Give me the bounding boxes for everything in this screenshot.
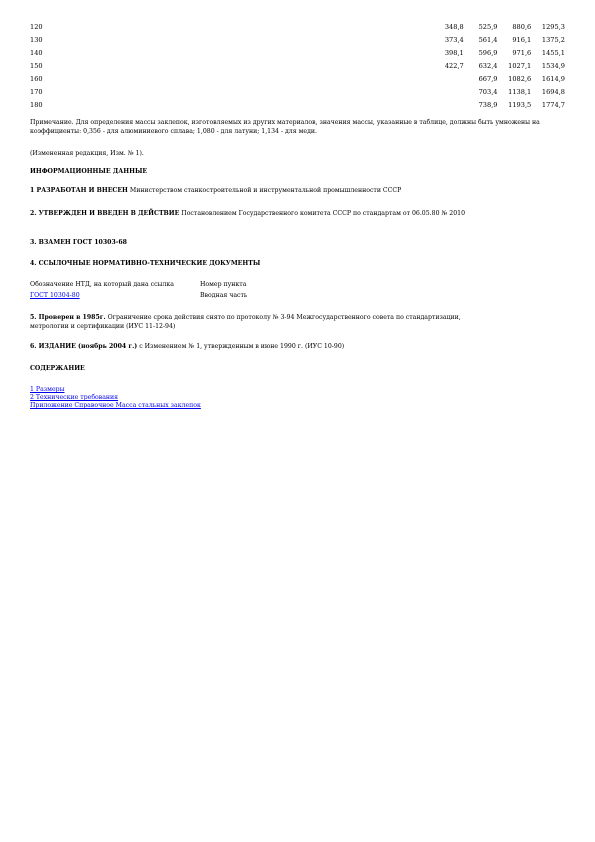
info-item-4-title: 4. ССЫЛОЧНЫЕ НОРМАТИВНО-ТЕХНИЧЕСКИЕ ДОКУМЕНТЫ [30, 260, 261, 267]
table-row [30, 20, 565, 33]
toc-item [30, 402, 201, 410]
info-item-1 [30, 186, 560, 195]
mass-cell: 971,6 [512, 48, 532, 57]
mass-cell: 373,4 [444, 35, 464, 44]
mass-cell: 632,4 [478, 61, 498, 70]
table-note: Примечание. Для определения массы заклепок, изготовляемых из других материалов, значения массы, указанные в таблице, должны быть умножены на коэффициенты: 0,356 - для алюминиевого сплава; 1,080 - для латуни; 1,134 - для меди. [30, 119, 540, 136]
ref-doc-link[interactable]: ГОСТ 10304-80 [30, 292, 80, 299]
mass-cell: 1027,1 [508, 61, 532, 70]
mass-cell: 1614,9 [541, 74, 565, 83]
info-item-5-label: 5. Проверен в 1985г. [30, 314, 106, 321]
toc-title: СОДЕРЖАНИЕ [30, 365, 85, 372]
table-of-contents [30, 386, 201, 410]
reference-docs-table [30, 279, 247, 301]
table-row [30, 46, 565, 59]
mass-cell [430, 72, 464, 85]
ref-header-doc: Обозначение НТД, на который дана ссылка [30, 281, 174, 288]
revision-note: (Измененная редакция, Изм. № 1). [30, 150, 144, 157]
toc-item [30, 386, 201, 394]
mass-cell: 1534,9 [541, 61, 565, 70]
toc-link-sizes[interactable]: 1 Размеры [30, 386, 65, 393]
mass-cell: 703,4 [478, 87, 498, 96]
ref-header-item: Номер пункта [200, 281, 247, 288]
mass-cell: 916,1 [512, 35, 532, 44]
mass-cell: 1295,3 [541, 22, 565, 31]
mass-cell: 1455,1 [541, 48, 565, 57]
mass-cell: 561,4 [478, 35, 498, 44]
mass-cell: 398,1 [444, 48, 464, 57]
diameter-cell: 120 [30, 22, 43, 31]
mass-cell: 348,8 [444, 22, 464, 31]
table-row [30, 72, 565, 85]
info-item-5-text: Ограничение срока действия снято по протоколу № 3-94 Межгосударственного совета по стандартизации, метрологии и сертификации (ИУС 11-12-94) [30, 314, 461, 331]
rivet-mass-table [30, 20, 565, 111]
mass-cell: 667,9 [478, 74, 498, 83]
info-item-3: 3. ВЗАМЕН ГОСТ 10303-68 [30, 239, 127, 246]
info-item-1-label: 1 РАЗРАБОТАН И ВНЕСЕН [30, 187, 128, 194]
ref-doc-cell [30, 290, 200, 301]
info-item-1-text: Министерством станкостроительной и инструментальной промышленности СССР [127, 187, 402, 194]
mass-cell: 1193,5 [508, 100, 532, 109]
mass-cell: 596,9 [478, 48, 498, 57]
mass-cell [430, 85, 464, 98]
info-item-2-label: 2. УТВЕРЖДЕН И ВВЕДЕН В ДЕЙСТВИЕ [30, 210, 180, 217]
info-title: ИНФОРМАЦИОННЫЕ ДАННЫЕ [30, 168, 148, 175]
toc-link-appendix[interactable]: Приложение Справочное Масса стальных заклепок [30, 402, 201, 409]
diameter-cell: 140 [30, 48, 43, 57]
reference-docs-row [30, 290, 247, 301]
info-item-6-label: 6. ИЗДАНИЕ (ноябрь 2004 г.) [30, 343, 138, 350]
toc-item [30, 394, 201, 402]
info-item-6-text: с Изменением № 1, утвержденным в июне 1990 г. (ИУС 10-90) [137, 343, 345, 350]
mass-cell: 525,9 [478, 22, 498, 31]
table-row [30, 85, 565, 98]
info-item-6 [30, 342, 560, 351]
ref-doc-item: Вводная часть [200, 292, 248, 299]
mass-cell: 1082,6 [508, 74, 532, 83]
toc-link-requirements[interactable]: 2 Технические требования [30, 394, 119, 401]
table-row [30, 59, 565, 72]
reference-docs-header-row [30, 279, 247, 290]
mass-cell: 1138,1 [508, 87, 532, 96]
mass-cell: 1694,8 [541, 87, 565, 96]
diameter-cell: 150 [30, 61, 43, 70]
mass-cell: 738,9 [478, 100, 498, 109]
diameter-cell: 130 [30, 35, 43, 44]
diameter-cell: 160 [30, 74, 43, 83]
mass-cell: 422,7 [444, 61, 464, 70]
diameter-cell: 180 [30, 100, 43, 109]
mass-cell: 880,6 [512, 22, 532, 31]
table-row [30, 98, 565, 111]
info-item-2 [30, 209, 530, 218]
info-item-5 [30, 313, 500, 332]
mass-cell: 1774,7 [541, 100, 565, 109]
mass-cell [430, 98, 464, 111]
mass-cell: 1375,2 [541, 35, 565, 44]
diameter-cell: 170 [30, 87, 43, 96]
table-row [30, 33, 565, 46]
info-item-2-text: Постановлением Государственного комитета СССР по стандартам от 06.05.80 № 2010 [179, 210, 466, 217]
